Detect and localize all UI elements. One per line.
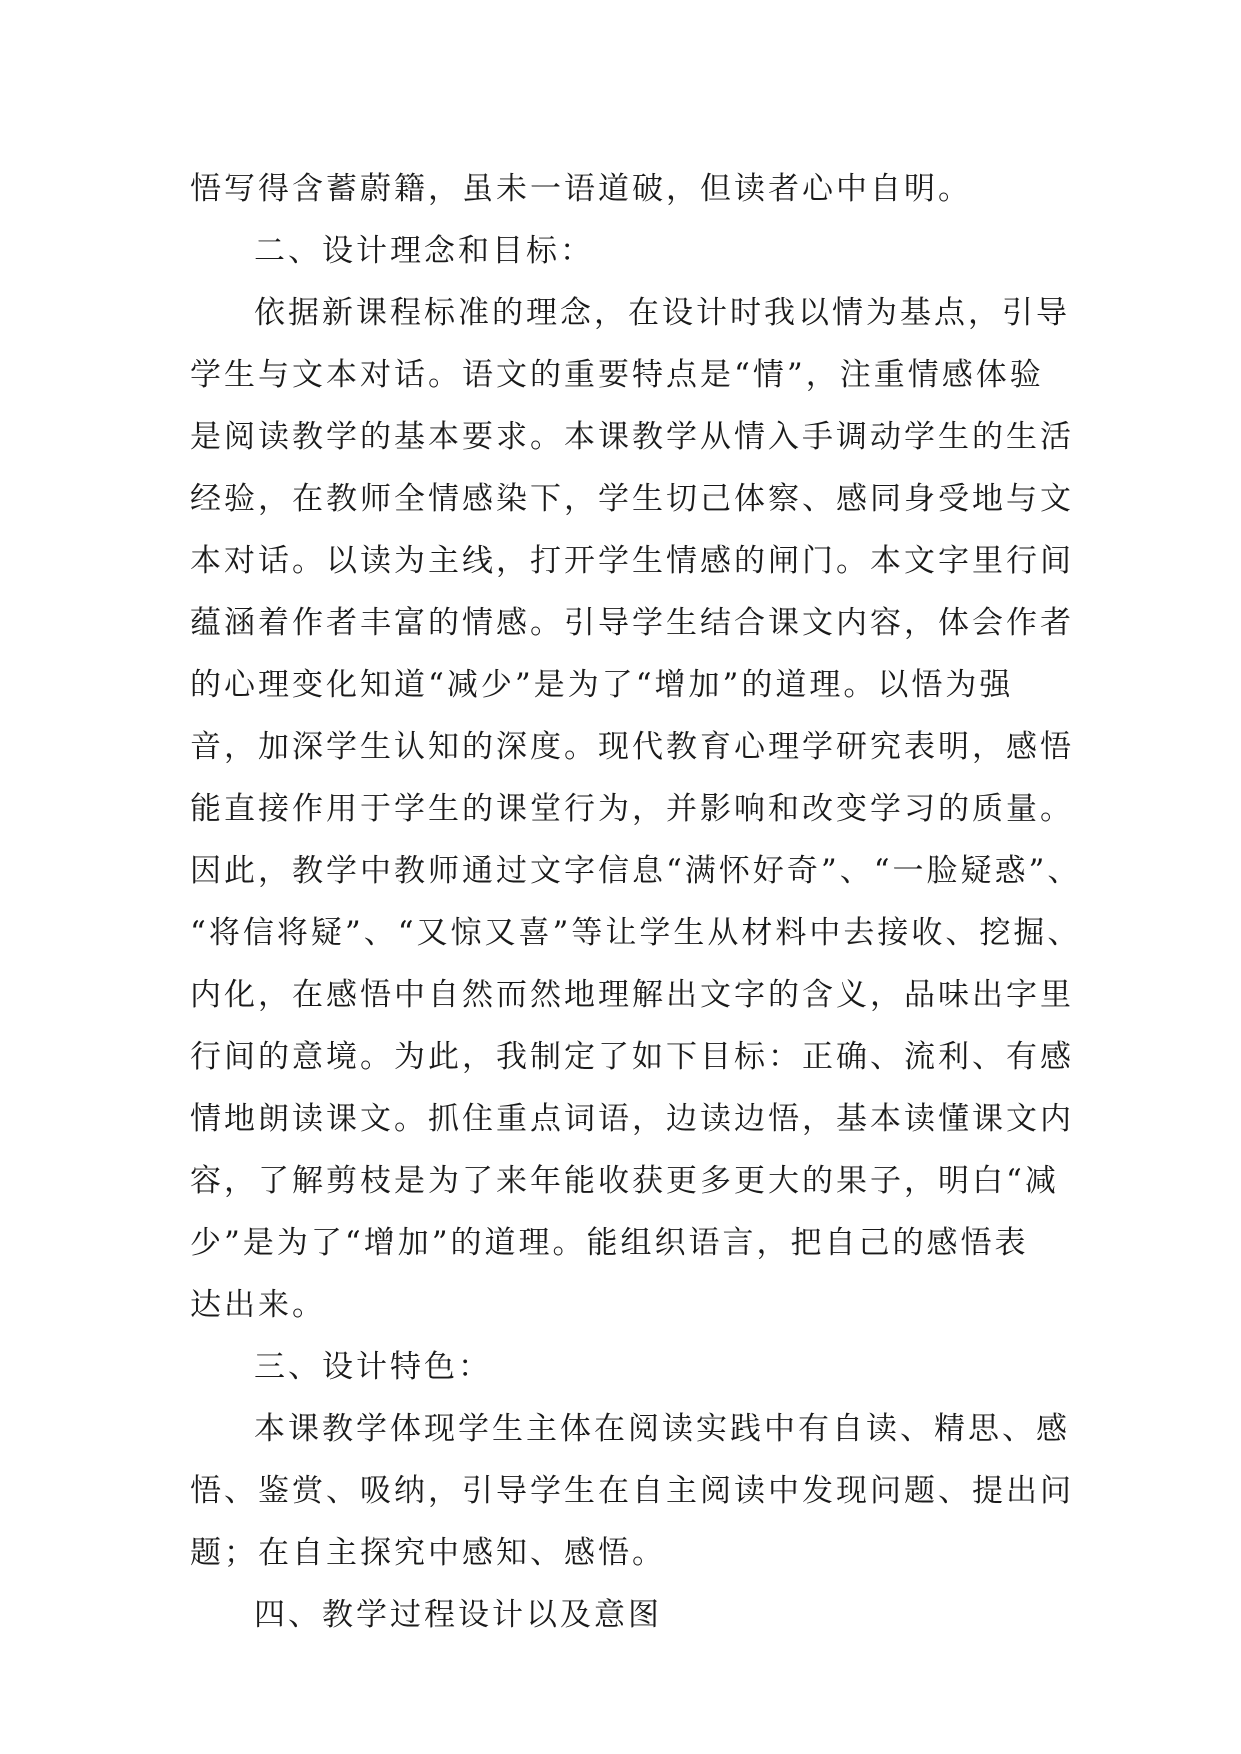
text-line: 行间的意境。为此，我制定了如下目标：正确、流利、有感 <box>190 1039 1074 1075</box>
text-line: 四、教学过程设计以及意图 <box>254 1597 662 1633</box>
text-line: 经验，在教师全情感染下，学生切己体察、感同身受地与文 <box>190 481 1074 517</box>
text-line: 达出来。 <box>190 1287 326 1323</box>
text-line: 音，加深学生认知的深度。现代教育心理学研究表明，感悟 <box>190 729 1074 765</box>
text-line: 本对话。以读为主线，打开学生情感的闸门。本文字里行间 <box>190 543 1074 579</box>
document-body <box>190 158 1082 1646</box>
text-line: 因此，教学中教师通过文字信息“满怀好奇”、“一脸疑惑”、 <box>190 853 1082 889</box>
text-line: 少”是为了“增加”的道理。能组织语言，把自己的感悟表 <box>190 1225 1029 1261</box>
text-line: 悟写得含蓄蔚籍，虽未一语道破，但读者心中自明。 <box>190 171 972 207</box>
text-line: 能直接作用于学生的课堂行为，并影响和改变学习的质量。 <box>190 791 1074 827</box>
text-line: 二、设计理念和目标： <box>254 233 594 269</box>
text-line: “将信将疑”、“又惊又喜”等让学生从材料中去接收、挖掘、 <box>190 915 1082 951</box>
text-line: 依据新课程标准的理念，在设计时我以情为基点，引导 <box>254 295 1070 331</box>
text-line: 学生与文本对话。语文的重要特点是“情”，注重情感体验 <box>190 357 1044 393</box>
text-line: 三、设计特色： <box>254 1349 492 1385</box>
text-line: 情地朗读课文。抓住重点词语，边读边悟，基本读懂课文内 <box>190 1101 1074 1137</box>
text-line: 蕴涵着作者丰富的情感。引导学生结合课文内容，体会作者 <box>190 605 1074 641</box>
text-line: 内化，在感悟中自然而然地理解出文字的含义，品味出字里 <box>190 977 1074 1013</box>
text-line: 本课教学体现学生主体在阅读实践中有自读、精思、感 <box>254 1411 1070 1447</box>
text-line: 容，了解剪枝是为了来年能收获更多更大的果子，明白“减 <box>190 1163 1059 1199</box>
text-line: 的心理变化知道“减少”是为了“增加”的道理。以悟为强 <box>190 667 1014 703</box>
text-line: 悟、鉴赏、吸纳，引导学生在自主阅读中发现问题、提出问 <box>190 1473 1074 1509</box>
text-line: 题；在自主探究中感知、感悟。 <box>190 1535 666 1571</box>
text-line: 是阅读教学的基本要求。本课教学从情入手调动学生的生活 <box>190 419 1074 455</box>
